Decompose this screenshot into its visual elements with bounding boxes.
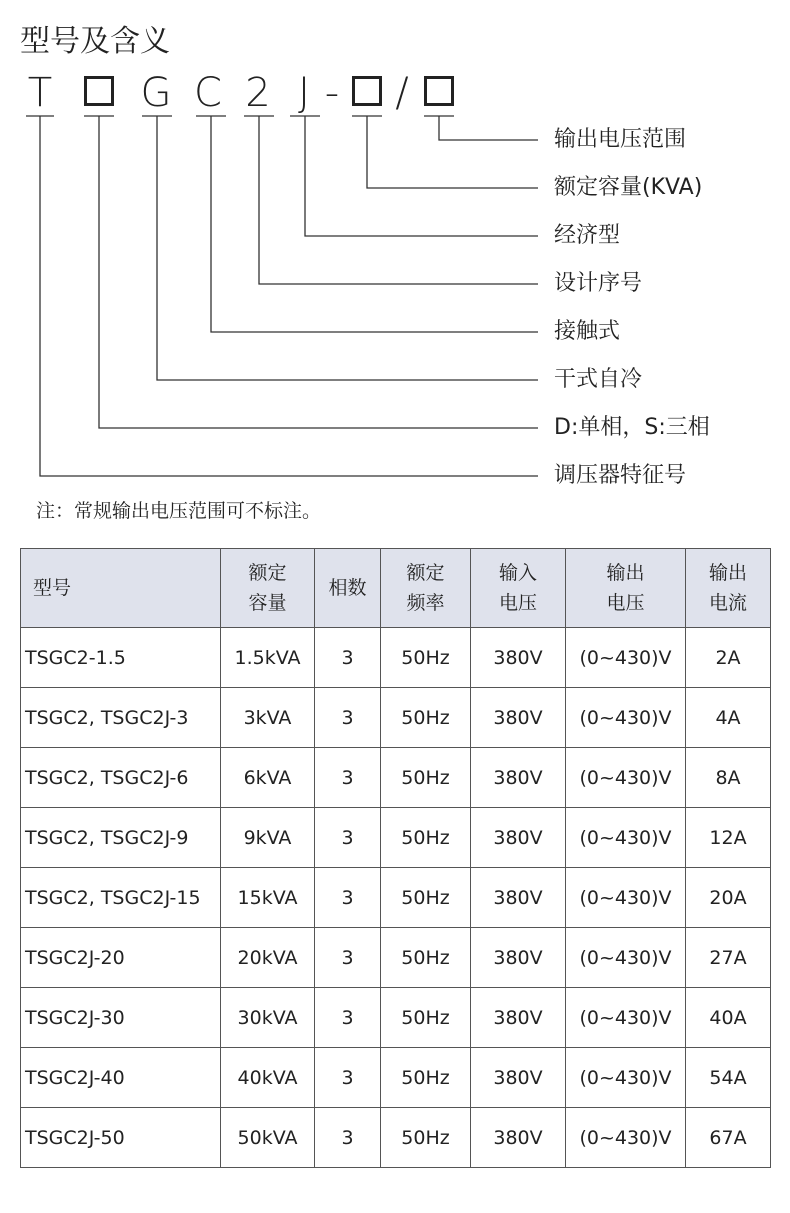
cell-output-voltage: (0~430)V xyxy=(566,988,686,1048)
cell-input-voltage: 380V xyxy=(471,988,566,1048)
cell-output-current: 4A xyxy=(686,688,771,748)
cell-frequency: 50Hz xyxy=(381,808,471,868)
cell-model: TSGC2-1.5 xyxy=(21,628,221,688)
label-design-serial: 设计序号 xyxy=(554,271,643,296)
label-dry-self-cooling: 干式自冷 xyxy=(554,367,643,392)
table-row xyxy=(21,928,771,988)
cell-output-current: 12A xyxy=(686,808,771,868)
cell-phases: 3 xyxy=(315,808,381,868)
cell-capacity: 15kVA xyxy=(221,868,315,928)
cell-output-current: 8A xyxy=(686,748,771,808)
cell-frequency: 50Hz xyxy=(381,1048,471,1108)
cell-frequency: 50Hz xyxy=(381,688,471,748)
header-rated-frequency: 额定 频率 xyxy=(381,549,471,628)
cell-capacity: 3kVA xyxy=(221,688,315,748)
cell-model: TSGC2J-50 xyxy=(21,1108,221,1168)
cell-phases: 3 xyxy=(315,688,381,748)
cell-output-current: 67A xyxy=(686,1108,771,1168)
cell-phases: 3 xyxy=(315,988,381,1048)
cell-output-current: 27A xyxy=(686,928,771,988)
cell-output-current: 20A xyxy=(686,868,771,928)
cell-model: TSGC2J-40 xyxy=(21,1048,221,1108)
cell-phases: 3 xyxy=(315,928,381,988)
cell-frequency: 50Hz xyxy=(381,928,471,988)
code-char-dash: - xyxy=(324,70,340,116)
header-model: 型号 xyxy=(21,549,221,628)
cell-capacity: 9kVA xyxy=(221,808,315,868)
cell-output-voltage: (0~430)V xyxy=(566,748,686,808)
cell-frequency: 50Hz xyxy=(381,628,471,688)
cell-phases: 3 xyxy=(315,1048,381,1108)
cell-capacity: 40kVA xyxy=(221,1048,315,1108)
footnote: 注：常规输出电压范围可不标注。 xyxy=(36,500,322,522)
table-row xyxy=(21,628,771,688)
header-phases: 相数 xyxy=(315,549,381,628)
cell-output-current: 2A xyxy=(686,628,771,688)
cell-frequency: 50Hz xyxy=(381,1108,471,1168)
table-row xyxy=(21,688,771,748)
cell-model: TSGC2, TSGC2J-9 xyxy=(21,808,221,868)
table-row xyxy=(21,988,771,1048)
cell-input-voltage: 380V xyxy=(471,808,566,868)
cell-input-voltage: 380V xyxy=(471,628,566,688)
code-char-c: C xyxy=(194,70,222,116)
cell-model: TSGC2, TSGC2J-15 xyxy=(21,868,221,928)
cell-output-voltage: (0~430)V xyxy=(566,868,686,928)
cell-output-current: 40A xyxy=(686,988,771,1048)
label-contact-type: 接触式 xyxy=(554,319,621,344)
table-row xyxy=(21,1108,771,1168)
cell-output-voltage: (0~430)V xyxy=(566,928,686,988)
header-input-voltage: 输入 电压 xyxy=(471,549,566,628)
label-output-voltage-range: 输出电压范围 xyxy=(554,127,687,152)
cell-capacity: 6kVA xyxy=(221,748,315,808)
code-char-t: T xyxy=(27,70,53,116)
cell-output-voltage: (0~430)V xyxy=(566,808,686,868)
cell-model: TSGC2, TSGC2J-3 xyxy=(21,688,221,748)
cell-output-voltage: (0~430)V xyxy=(566,628,686,688)
label-economy-type: 经济型 xyxy=(554,223,621,248)
code-char-g: G xyxy=(140,70,172,116)
label-rated-capacity: 额定容量(KVA) xyxy=(554,175,703,200)
cell-capacity: 20kVA xyxy=(221,928,315,988)
page-title: 型号及含义 xyxy=(20,24,170,59)
code-char-2: 2 xyxy=(245,70,271,116)
cell-phases: 3 xyxy=(315,628,381,688)
table-row xyxy=(21,808,771,868)
header-output-current: 输出 电流 xyxy=(686,549,771,628)
table-row xyxy=(21,1048,771,1108)
cell-capacity: 50kVA xyxy=(221,1108,315,1168)
cell-output-voltage: (0~430)V xyxy=(566,1108,686,1168)
code-char-j: J xyxy=(298,70,310,116)
cell-input-voltage: 380V xyxy=(471,748,566,808)
cell-phases: 3 xyxy=(315,748,381,808)
cell-phases: 3 xyxy=(315,1108,381,1168)
cell-input-voltage: 380V xyxy=(471,868,566,928)
cell-model: TSGC2, TSGC2J-6 xyxy=(21,748,221,808)
cell-output-voltage: (0~430)V xyxy=(566,688,686,748)
table-row xyxy=(21,748,771,808)
table-header-row xyxy=(21,549,771,628)
cell-frequency: 50Hz xyxy=(381,988,471,1048)
cell-input-voltage: 380V xyxy=(471,1108,566,1168)
cell-model: TSGC2J-30 xyxy=(21,988,221,1048)
cell-capacity: 1.5kVA xyxy=(221,628,315,688)
cell-input-voltage: 380V xyxy=(471,928,566,988)
cell-output-current: 54A xyxy=(686,1048,771,1108)
cell-output-voltage: (0~430)V xyxy=(566,1048,686,1108)
table-row xyxy=(21,868,771,928)
code-char-slash: / xyxy=(395,70,409,116)
header-rated-capacity: 额定 容量 xyxy=(221,549,315,628)
label-phase: D:单相，S:三相 xyxy=(554,415,710,440)
cell-phases: 3 xyxy=(315,868,381,928)
cell-model: TSGC2J-20 xyxy=(21,928,221,988)
cell-input-voltage: 380V xyxy=(471,688,566,748)
cell-frequency: 50Hz xyxy=(381,868,471,928)
cell-capacity: 30kVA xyxy=(221,988,315,1048)
label-regulator-code: 调压器特征号 xyxy=(554,463,687,488)
cell-input-voltage: 380V xyxy=(471,1048,566,1108)
cell-frequency: 50Hz xyxy=(381,748,471,808)
spec-table xyxy=(20,548,771,1168)
header-output-voltage: 输出 电压 xyxy=(566,549,686,628)
